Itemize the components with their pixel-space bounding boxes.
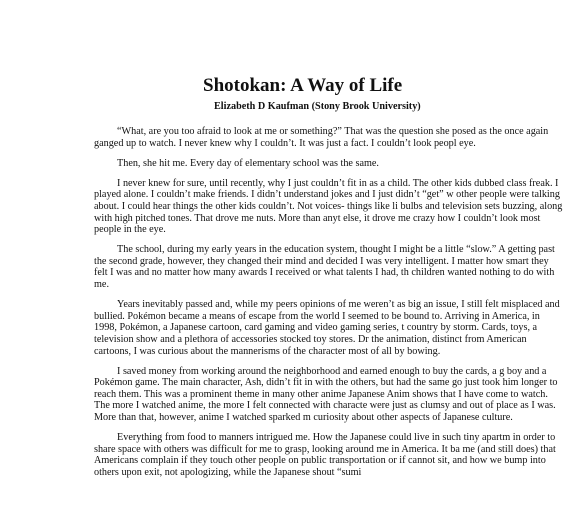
body-paragraph: Then, she hit me. Every day of elementary school was the same. <box>117 157 379 169</box>
body-paragraph: The school, during my early years in the education system, thought I might be a little “slow.” A getting past the second grade, however, they changed their mind and decided I was very intelligent. I matter how smart they felt I was and no matter how many awards I received or what talents I had, th children wanted nothing to do with me. <box>94 244 555 291</box>
body-paragraph: I never knew for sure, until recently, why I just couldn’t fit in as a child. The other kids dubbed class freak. I played alone. I couldn’t make friends. I didn’t understand jokes and I just didn’t “get” w other people were talking about. I could hear things the other kids couldn’t. Not voices- things like li bulbs and television sets buzzing, along with high pitched tones. That drove me nuts. More than anyt else, it drove me crazy how I couldn’t look most people in the eye. <box>94 177 563 236</box>
body-paragraph: I saved money from working around the neighborhood and earned enough to buy the cards, a g boy and a Pokémon game. The main character, Ash, didn’t fit in with the others, but had the same go just took him longer to reach them. This was a prominent theme in many other anime Japanese Anim shows that I have come to watch. The more I watched anime, the more I felt connected with characte were just as clumsy and out of place as I was. More than that, however, anime I watched sparked m curiosity about other aspects of Japanese culture. <box>94 365 558 423</box>
author-byline: Elizabeth D Kaufman (Stony Brook University) <box>214 101 421 112</box>
document-body <box>94 126 564 487</box>
body-paragraph: “What, are you too afraid to look at me or something?” That was the question she posed as the once again ganged up to watch. I never knew why I couldn’t. It was just a fact. I couldn’t look peopl eye. <box>94 126 549 149</box>
body-paragraph: Years inevitably passed and, while my peers opinions of me weren’t as big an issue, I still felt misplaced and bullied. Pokémon became a means of escape from the world I seemed to be bound to. Arriving in America, in 1998, Pokémon, a Japanese cartoon, card gaming and video gaming series, t country by storm. Cards, toys, a television show and a plethora of accessories stocked toy stores. Dr the animation, distinct from American cartoons, I was curious about the mannerisms of the character most of all by bowing. <box>94 299 560 357</box>
document-title: Shotokan: A Way of Life <box>203 75 403 96</box>
body-paragraph: Everything from food to manners intrigued me. How the Japanese could live in such tiny apartm in order to share space with others was difficult for me to grasp, looking around me in America. It ba me (and still does) that Americans complain if they touch other people on public transportation or if cannot sit, and how we bump into others upon exit, not apologizing, while the Japanese shout “sumi <box>94 432 556 478</box>
